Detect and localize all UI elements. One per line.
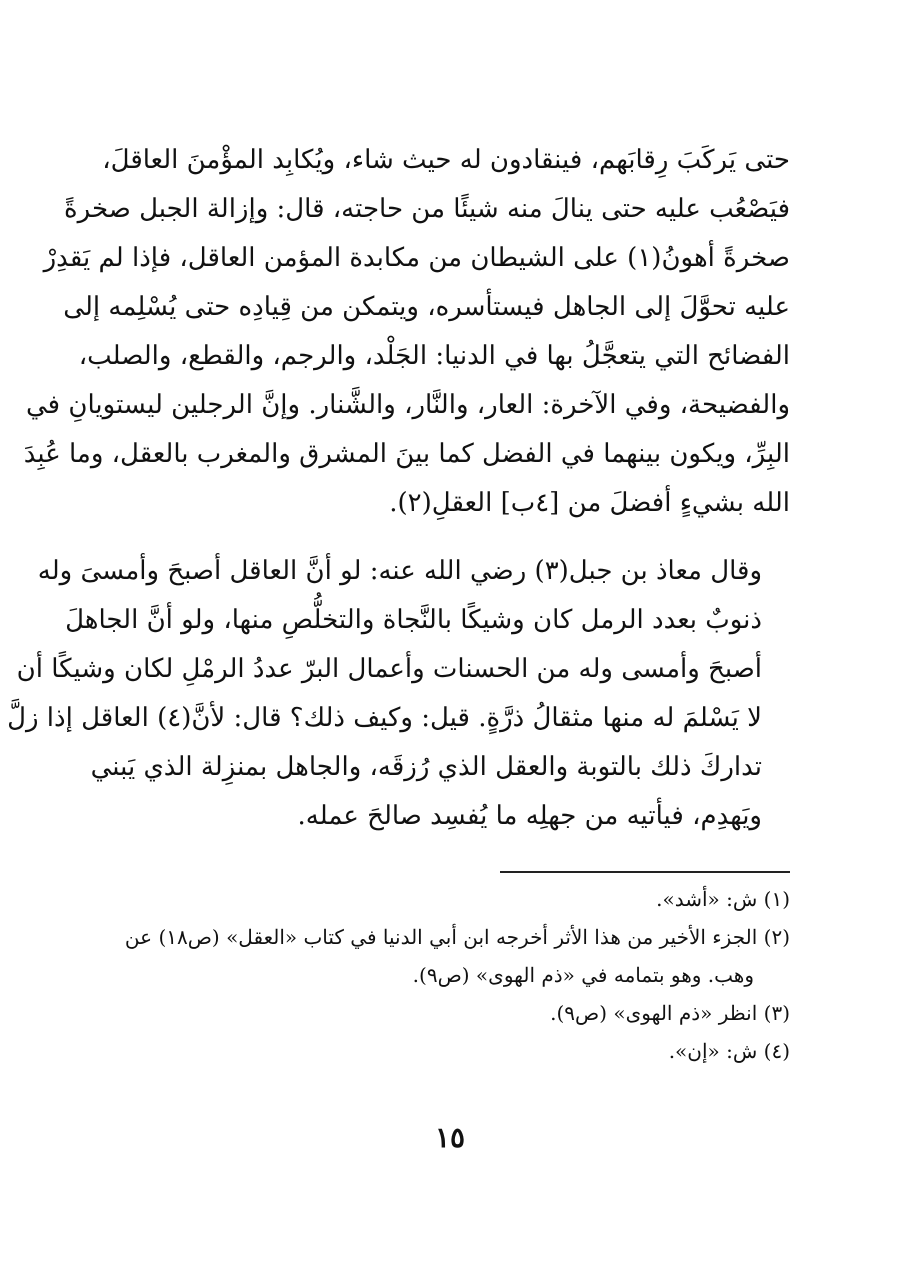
- footnotes: [110, 880, 790, 1070]
- text-line: البِرِّ، ويكون بينهما في الفضل كما بينَ المشرق والمغرب بالعقل، وما عُبِدَ: [23, 439, 790, 469]
- text-line: ويَهدِم، فيأتيه من جهلِه ما يُفسِد صالحَ عمله.: [297, 801, 762, 831]
- text-line: ذنوبٌ بعدد الرمل كان وشيكًا بالنَّجاة والتخلُّصِ منها، ولو أنَّ الجاهلَ: [65, 605, 762, 635]
- footnote-separator: [500, 871, 790, 873]
- footnote-2-continuation: وهب. وهو بتمامه في «ذم الهوى» (ص٩).: [412, 963, 754, 987]
- text-line: والفضيحة، وفي الآخرة: العار، والنَّار، والشَّنار. وإنَّ الرجلين ليستويانِ في: [26, 390, 790, 420]
- text-line: الفضائح التي يتعجَّلُ بها في الدنيا: الجَلْد، والرجم، والقطع، والصلب،: [78, 341, 790, 371]
- text-line: لا يَسْلمَ له منها مثقالُ ذرَّةٍ. قيل: وكيف ذلك؟ قال: لأنَّ(٤) العاقل إذا زلَّ: [7, 703, 762, 733]
- footnote-2: (٢) الجزء الأخير من هذا الأثر أخرجه ابن أبي الدنيا في كتاب «العقل» (ص١٨) عن: [124, 925, 790, 949]
- text-line: صخرةً أهونُ(١) على الشيطان من مكابدة المؤمن العاقل، فإذا لم يَقدِرْ: [43, 243, 790, 273]
- paragraph-2: [7, 547, 790, 841]
- footnote-4: (٤) ش: «إن».: [668, 1039, 790, 1063]
- text-line: حتى يَركَبَ رِقابَهم، فينقادون له حيث شاء، ويُكابِد المؤْمنَ العاقلَ،: [102, 145, 790, 175]
- text-line: أصبحَ وأمسى وله من الحسنات وأعمال البرّ عددُ الرمْلِ لكان وشيكًا أن: [16, 654, 762, 684]
- text-line: الله بشيءٍ أفضلَ من [٤ب] العقلِ(٢).: [389, 488, 790, 518]
- footnote-3: (٣) انظر «ذم الهوى» (ص٩).: [550, 1001, 790, 1025]
- text-line: فيَصْعُب عليه حتى ينالَ منه شيئًا من حاجته، قال: وإزالة الجبل صخرةً: [64, 194, 790, 224]
- text-line: عليه تحوَّلَ إلى الجاهل فيستأسره، ويتمكن من قِيادِه حتى يُسْلِمه إلى: [63, 292, 790, 322]
- footnote-1: (١) ش: «أشد».: [656, 887, 790, 911]
- text-line: وقال معاذ بن جبل(٣) رضي الله عنه: لو أنَّ العاقل أصبحَ وأمسىَ وله: [37, 556, 762, 586]
- text-line: تداركَ ذلك بالتوبة والعقل الذي رُزقَه، والجاهل بمنزِلة الذي يَبني: [90, 752, 762, 782]
- page-number: ١٥: [434, 1121, 466, 1154]
- paragraph-1: [23, 136, 790, 528]
